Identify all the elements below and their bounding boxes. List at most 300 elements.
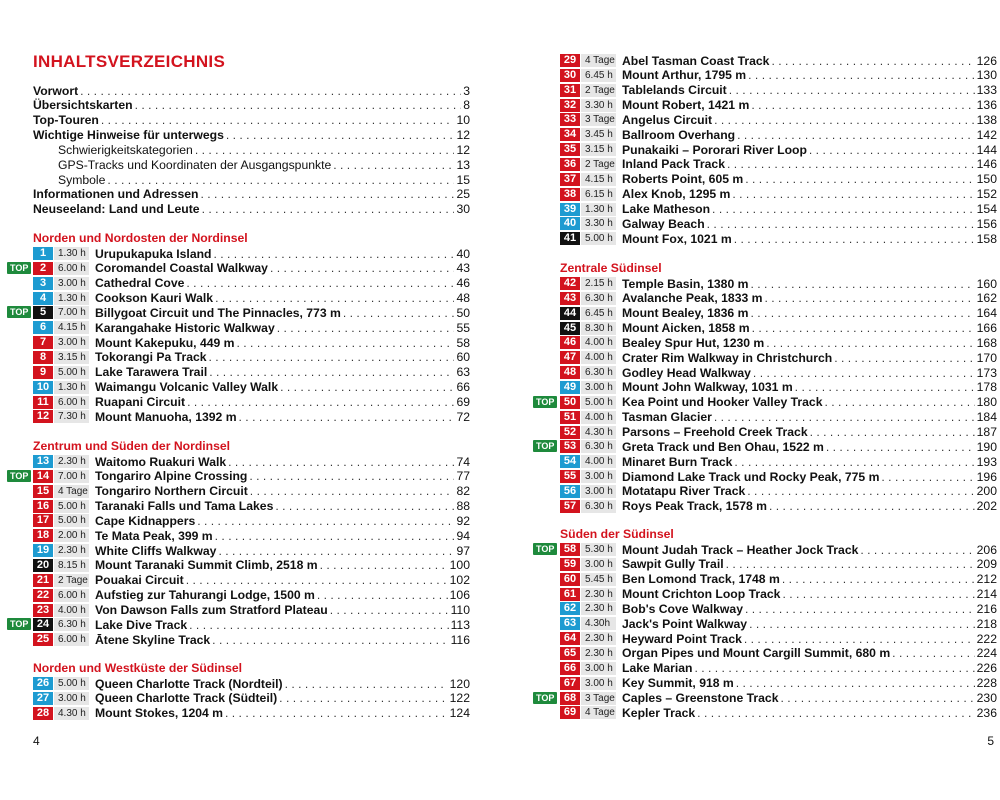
tour-page: 77: [456, 469, 470, 484]
tour-entry[interactable]: [560, 469, 997, 484]
tour-entry[interactable]: [560, 142, 997, 157]
tour-duration: 3.00 h: [54, 277, 89, 290]
tour-page: 154: [976, 202, 997, 216]
tour-number-badge: 67: [560, 677, 580, 690]
tour-duration: 6.45 h: [581, 69, 616, 82]
dot-leader: [764, 291, 974, 305]
tour-entry[interactable]: [33, 706, 470, 721]
toc-entry[interactable]: [33, 142, 470, 157]
tour-duration: 5.00 h: [54, 500, 89, 513]
toc-entry[interactable]: [33, 172, 470, 187]
dot-leader: [237, 336, 455, 350]
dot-leader: [226, 128, 455, 142]
tour-name: Mount Aicken, 1858 m: [622, 321, 750, 336]
tour-entry[interactable]: [560, 616, 997, 631]
tour-number-badge: 40: [560, 217, 580, 230]
tour-entry[interactable]: [560, 216, 997, 231]
tour-duration: 1.30 h: [54, 381, 89, 394]
tour-entry[interactable]: [560, 98, 997, 113]
dot-leader: [186, 276, 454, 290]
tour-entry[interactable]: [10, 617, 470, 632]
tour-duration: 3.00 h: [581, 470, 616, 483]
tour-duration: 3.00 h: [581, 381, 616, 394]
tour-entry[interactable]: [536, 395, 997, 410]
top-tour-badge: TOP: [533, 692, 557, 704]
dot-leader: [80, 84, 461, 98]
tour-entry[interactable]: [560, 676, 997, 691]
tour-number-badge: 44: [560, 307, 580, 320]
tour-entry[interactable]: [536, 439, 997, 454]
tour-number-badge: 35: [560, 143, 580, 156]
tour-page: 209: [976, 557, 997, 572]
toc-entry-page: 15: [456, 172, 470, 187]
tour-page: 202: [976, 499, 997, 514]
tour-entry[interactable]: [560, 410, 997, 425]
tour-entry[interactable]: [33, 395, 470, 410]
dot-leader: [729, 83, 975, 97]
tour-name: Tasman Glacier: [622, 410, 712, 425]
tour-entry[interactable]: [560, 365, 997, 380]
tour-entry[interactable]: [33, 335, 470, 350]
tour-duration: 3.00 h: [54, 336, 89, 349]
tour-page: 144: [976, 142, 997, 157]
tour-entry[interactable]: [560, 601, 997, 616]
tour-page: 226: [976, 661, 997, 676]
tour-page: 170: [976, 350, 997, 365]
tour-name: Te Mata Peak, 399 m: [95, 528, 213, 543]
tour-number-badge: 16: [33, 500, 53, 513]
dot-leader: [834, 351, 974, 365]
tour-entry[interactable]: [33, 573, 470, 588]
tour-name: Mount Bealey, 1836 m: [622, 306, 749, 321]
tour-entry[interactable]: [33, 380, 470, 395]
tour-entry[interactable]: [33, 691, 470, 706]
tour-page: 130: [976, 68, 997, 83]
tour-name: Urupukapuka Island: [95, 246, 212, 261]
tour-number-badge: 56: [560, 485, 580, 498]
dot-leader: [736, 676, 975, 690]
tour-entry[interactable]: [560, 231, 997, 246]
tour-name: Roys Peak Track, 1578 m: [622, 499, 767, 514]
tour-page: 184: [976, 410, 997, 425]
tour-entry[interactable]: [33, 409, 470, 424]
tour-entry[interactable]: [560, 53, 997, 68]
tour-page: 236: [976, 705, 997, 720]
tour-number-badge: 25: [33, 633, 53, 646]
tour-page: 88: [456, 499, 470, 514]
tour-entry[interactable]: [560, 572, 997, 587]
tour-name: Cape Kidnappers: [95, 513, 196, 528]
tour-number-badge: 58: [560, 543, 580, 556]
dot-leader: [107, 173, 454, 187]
tour-number-badge: 37: [560, 173, 580, 186]
dot-leader: [810, 425, 975, 439]
dot-leader: [825, 395, 975, 409]
tour-duration: 1.30 h: [581, 203, 616, 216]
dot-leader: [215, 291, 454, 305]
dot-leader: [726, 557, 975, 571]
dot-leader: [714, 410, 975, 424]
tour-duration: 5.00 h: [581, 396, 616, 409]
tour-page: 230: [976, 691, 997, 705]
dot-leader: [769, 499, 975, 513]
tour-page: 218: [976, 616, 997, 631]
tour-number-badge: 5: [33, 306, 53, 319]
toc-entry-page: 8: [463, 98, 470, 113]
tour-number-badge: 31: [560, 84, 580, 97]
tour-entry[interactable]: [10, 261, 470, 276]
dot-leader: [202, 202, 455, 216]
tour-entry[interactable]: [560, 380, 997, 395]
tour-entry[interactable]: [33, 276, 470, 291]
tour-duration: 3.00 h: [581, 677, 616, 690]
tour-duration: 2.30 h: [581, 588, 616, 601]
tour-page: 228: [976, 676, 997, 691]
page-number-left: 4: [33, 734, 40, 748]
tour-duration: 3.30 h: [581, 217, 616, 230]
tour-page: 40: [456, 246, 470, 261]
section-heading: Zentrale Südinsel: [560, 261, 662, 275]
dot-leader: [749, 617, 975, 631]
tour-name: Von Dawson Falls zum Stratford Plateau: [95, 603, 328, 617]
tour-page: 178: [976, 380, 997, 395]
dot-leader: [707, 217, 975, 231]
tour-name: Cathedral Cove: [95, 276, 185, 291]
tour-name: Avalanche Peak, 1833 m: [622, 291, 763, 306]
tour-name: Mount John Walkway, 1031 m: [622, 380, 793, 395]
tour-page: 102: [449, 573, 470, 588]
tour-entry[interactable]: [560, 321, 997, 336]
toc-title: INHALTSVERZEICHNIS: [33, 52, 226, 71]
top-tour-badge: TOP: [533, 396, 557, 408]
tour-duration: 3.15 h: [54, 351, 89, 364]
tour-name: Mount Crichton Loop Track: [622, 587, 781, 602]
toc-entry[interactable]: [33, 128, 470, 143]
tour-entry[interactable]: [560, 499, 997, 514]
tour-entry[interactable]: [560, 646, 997, 661]
tour-entry[interactable]: [33, 320, 470, 335]
tour-number-badge: 43: [560, 292, 580, 305]
tour-name: Lake Marian: [622, 661, 693, 676]
dot-leader: [734, 232, 975, 246]
dot-leader: [745, 602, 975, 616]
tour-name: Bealey Spur Hut, 1230 m: [622, 335, 765, 350]
tour-entry[interactable]: [560, 68, 997, 83]
tour-name: Crater Rim Walkway in Christchurch: [622, 350, 833, 365]
tour-number-badge: 3: [33, 277, 53, 290]
dot-leader: [186, 573, 448, 587]
tour-name: Billygoat Circuit und The Pinnacles, 773 m: [95, 305, 341, 320]
dot-leader: [330, 603, 449, 617]
tour-page: 43: [456, 261, 470, 276]
section-heading: Süden der Südinsel: [560, 527, 674, 541]
tour-entry[interactable]: [560, 425, 997, 440]
tour-page: 224: [976, 646, 997, 661]
tour-entry[interactable]: [10, 469, 470, 484]
tour-duration: 3.15 h: [581, 143, 616, 156]
dot-leader: [826, 440, 975, 454]
tour-duration: 2.30 h: [581, 647, 616, 660]
tour-number-badge: 46: [560, 336, 580, 349]
top-tour-badge: TOP: [7, 470, 31, 482]
tour-name: Kea Point und Hooker Valley Track: [622, 395, 823, 410]
tour-duration: 6.00 h: [54, 262, 89, 275]
tour-duration: 4.00 h: [581, 336, 616, 349]
tour-name: Parsons – Freehold Creek Track: [622, 425, 808, 439]
tour-entry[interactable]: [560, 172, 997, 187]
dot-leader: [766, 336, 974, 350]
dot-leader: [809, 143, 975, 157]
tour-duration: 4 Tage: [581, 706, 616, 719]
dot-leader: [782, 587, 974, 601]
tour-number-badge: 52: [560, 426, 580, 439]
tour-entry[interactable]: [536, 542, 997, 557]
tour-name: Queen Charlotte Track (Nordteil): [95, 676, 283, 691]
dot-leader: [747, 484, 974, 498]
tour-name: Coromandel Coastal Walkway: [95, 261, 268, 276]
section-heading: Zentrum und Süden der Nordinsel: [33, 439, 231, 453]
dot-leader: [727, 157, 975, 171]
tour-entry[interactable]: [10, 305, 470, 320]
tour-duration: 6.30 h: [581, 292, 616, 305]
tour-entry[interactable]: [560, 291, 997, 306]
tour-name: Queen Charlotte Track (Südteil): [95, 691, 278, 706]
dot-leader: [320, 558, 448, 572]
tour-page: 158: [976, 231, 997, 246]
tour-number-badge: 60: [560, 573, 580, 586]
tour-name: Mount Arthur, 1795 m: [622, 68, 747, 83]
tour-duration: 6.45 h: [581, 307, 616, 320]
tour-number-badge: 1: [33, 247, 53, 260]
tour-number-badge: 59: [560, 558, 580, 571]
dot-leader: [101, 113, 455, 127]
tour-page: 166: [976, 321, 997, 336]
tour-entry[interactable]: [560, 202, 997, 217]
tour-number-badge: 28: [33, 707, 53, 720]
tour-name: Mount Kakepuku, 449 m: [95, 335, 235, 350]
tour-name: Godley Head Walkway: [622, 365, 751, 380]
dot-leader: [270, 261, 455, 275]
tour-entry[interactable]: [33, 246, 470, 261]
tour-page: 113: [450, 617, 470, 632]
tour-page: 187: [976, 425, 997, 439]
tour-entry[interactable]: [560, 557, 997, 572]
tour-duration: 6.30 h: [581, 440, 616, 453]
toc-entry-label: Informationen und Adressen: [33, 187, 199, 202]
tour-entry[interactable]: [560, 631, 997, 646]
tour-page: 106: [449, 588, 470, 603]
tour-page: 180: [976, 395, 997, 410]
toc-entry[interactable]: [33, 157, 470, 172]
dot-leader: [213, 247, 454, 261]
top-tour-badge: TOP: [7, 618, 31, 630]
tour-duration: 6.30 h: [54, 618, 89, 631]
toc-entry-label: GPS-Tracks und Koordinaten der Ausgangspunkte: [58, 157, 332, 172]
dot-leader: [212, 633, 448, 647]
tour-number-badge: 51: [560, 411, 580, 424]
tour-name: Roberts Point, 605 m: [622, 172, 744, 187]
toc-entry-page: 12: [456, 142, 470, 157]
tour-duration: 4.00 h: [54, 604, 89, 617]
tour-entry[interactable]: [560, 127, 997, 142]
tour-number-badge: 47: [560, 351, 580, 364]
tour-number-badge: 38: [560, 188, 580, 201]
tour-duration: 4.00 h: [581, 411, 616, 424]
tour-name: Karangahake Historic Walkway: [95, 320, 275, 335]
tour-page: 126: [976, 53, 997, 68]
tour-page: 74: [456, 454, 470, 469]
tour-name: Waimangu Volcanic Valley Walk: [95, 380, 279, 395]
dot-leader: [881, 470, 974, 484]
tour-number-badge: 30: [560, 69, 580, 82]
tour-number-badge: 23: [33, 604, 53, 617]
tour-duration: 5.00 h: [54, 366, 89, 379]
tour-duration: 5.00 h: [54, 677, 89, 690]
dot-leader: [744, 632, 975, 646]
tour-entry[interactable]: [33, 350, 470, 365]
tour-page: 133: [976, 83, 997, 98]
tour-number-badge: 50: [560, 396, 580, 409]
toc-entry-label: Symbole: [58, 172, 106, 187]
tour-duration: 3.00 h: [581, 485, 616, 498]
tour-page: 206: [976, 542, 997, 557]
tour-entry[interactable]: [560, 661, 997, 676]
dot-leader: [745, 172, 974, 186]
tour-entry[interactable]: [560, 157, 997, 172]
tour-page: 216: [976, 601, 997, 616]
tour-entry[interactable]: [560, 350, 997, 365]
tour-entry[interactable]: [536, 691, 997, 706]
tour-name: Ballroom Overhang: [622, 127, 736, 142]
tour-entry[interactable]: [560, 454, 997, 469]
dot-leader: [228, 455, 454, 469]
tour-page: 173: [976, 365, 997, 380]
tour-entry[interactable]: [560, 335, 997, 350]
tour-name: Tongariro Alpine Crossing: [95, 469, 248, 484]
toc-entry-label: Top-Touren: [33, 113, 99, 128]
tour-page: 160: [976, 276, 997, 291]
tour-page: 66: [456, 380, 470, 395]
dot-leader: [732, 187, 974, 201]
tour-entry[interactable]: [33, 543, 470, 558]
tour-entry[interactable]: [33, 676, 470, 691]
tour-entry[interactable]: [33, 365, 470, 380]
tour-number-badge: 49: [560, 381, 580, 394]
tour-duration: 6.15 h: [581, 188, 616, 201]
tour-entry[interactable]: [560, 112, 997, 127]
tour-entry[interactable]: [560, 187, 997, 202]
tour-entry[interactable]: [33, 603, 470, 618]
tour-number-badge: 26: [33, 677, 53, 690]
tour-duration: 2 Tage: [581, 158, 616, 171]
tour-duration: 7.30 h: [54, 410, 89, 423]
tour-entry[interactable]: [560, 705, 997, 720]
dot-leader: [249, 469, 454, 483]
tour-page: 72: [456, 409, 470, 424]
tour-entry[interactable]: [33, 588, 470, 603]
tour-name: Diamond Lake Track und Rocky Peak, 775 m: [622, 469, 880, 484]
toc-entry[interactable]: [33, 202, 470, 217]
tour-entry[interactable]: [33, 558, 470, 573]
dot-leader: [317, 588, 448, 602]
tour-name: Ruapani Circuit: [95, 395, 186, 409]
tour-entry[interactable]: [33, 513, 470, 528]
tour-entry[interactable]: [560, 587, 997, 602]
tour-duration: 3.45 h: [581, 128, 616, 141]
tour-duration: 4 Tage: [581, 54, 616, 67]
dot-leader: [275, 499, 454, 513]
tour-number-badge: 39: [560, 203, 580, 216]
top-tour-badge: TOP: [7, 262, 31, 274]
tour-entry[interactable]: [33, 528, 470, 543]
tour-name: Cookson Kauri Walk: [95, 291, 214, 306]
tour-entry[interactable]: [33, 632, 470, 647]
dot-leader: [694, 661, 974, 675]
tour-name: Mount Manuoha, 1392 m: [95, 409, 237, 424]
toc-entry[interactable]: [33, 98, 470, 113]
tour-name: Angelus Circuit: [622, 112, 713, 127]
dot-leader: [771, 54, 974, 68]
tour-entry[interactable]: [560, 83, 997, 98]
tour-name: Tokorangi Pa Track: [95, 350, 207, 365]
tour-duration: 3.00 h: [581, 662, 616, 675]
tour-name: Galway Beach: [622, 216, 705, 231]
top-tour-badge: TOP: [533, 543, 557, 555]
section-heading: Norden und Westküste der Südinsel: [33, 661, 243, 675]
toc-entry-label: Schwierigkeitskategorien: [58, 142, 193, 157]
toc-entry[interactable]: [33, 83, 470, 98]
tour-entry[interactable]: [33, 499, 470, 514]
tour-number-badge: 69: [560, 706, 580, 719]
tour-duration: 1.30 h: [54, 247, 89, 260]
tour-number-badge: 13: [33, 455, 53, 468]
tour-number-badge: 62: [560, 602, 580, 615]
tour-entry[interactable]: [560, 276, 997, 291]
tour-entry[interactable]: [33, 484, 470, 499]
toc-entry[interactable]: [33, 187, 470, 202]
tour-duration: 3 Tage: [581, 113, 616, 126]
tour-name: Temple Basin, 1380 m: [622, 276, 749, 291]
dot-leader: [195, 143, 455, 157]
tour-page: 58: [456, 335, 470, 350]
tour-entry[interactable]: [560, 484, 997, 499]
tour-page: 82: [456, 484, 470, 499]
tour-name: Tablelands Circuit: [622, 83, 727, 98]
tour-name: Tongariro Northern Circuit: [95, 484, 248, 499]
tour-entry[interactable]: [33, 454, 470, 469]
left-page: [10, 0, 470, 800]
tour-name: Ātene Skyline Track: [95, 632, 211, 647]
tour-duration: 3.30 h: [581, 99, 616, 112]
tour-entry[interactable]: [560, 306, 997, 321]
tour-number-badge: 24: [33, 618, 53, 631]
tour-name: White Cliffs Walkway: [95, 543, 217, 558]
right-page: [536, 0, 997, 800]
dot-leader: [737, 128, 975, 142]
dot-leader: [748, 68, 975, 82]
tour-name: Punakaiki – Pororari River Loop: [622, 142, 807, 157]
tour-duration: 4.30 h: [54, 707, 89, 720]
tour-page: 196: [976, 469, 997, 484]
top-tour-badge: TOP: [533, 440, 557, 452]
toc-entry[interactable]: [33, 113, 470, 128]
toc-entry-label: Vorwort: [33, 83, 79, 98]
tour-name: Heyward Point Track: [622, 631, 742, 646]
dot-leader: [782, 572, 975, 586]
tour-name: Organ Pipes und Mount Cargill Summit, 680 m: [622, 646, 891, 661]
tour-entry[interactable]: [33, 291, 470, 306]
tour-number-badge: 18: [33, 529, 53, 542]
